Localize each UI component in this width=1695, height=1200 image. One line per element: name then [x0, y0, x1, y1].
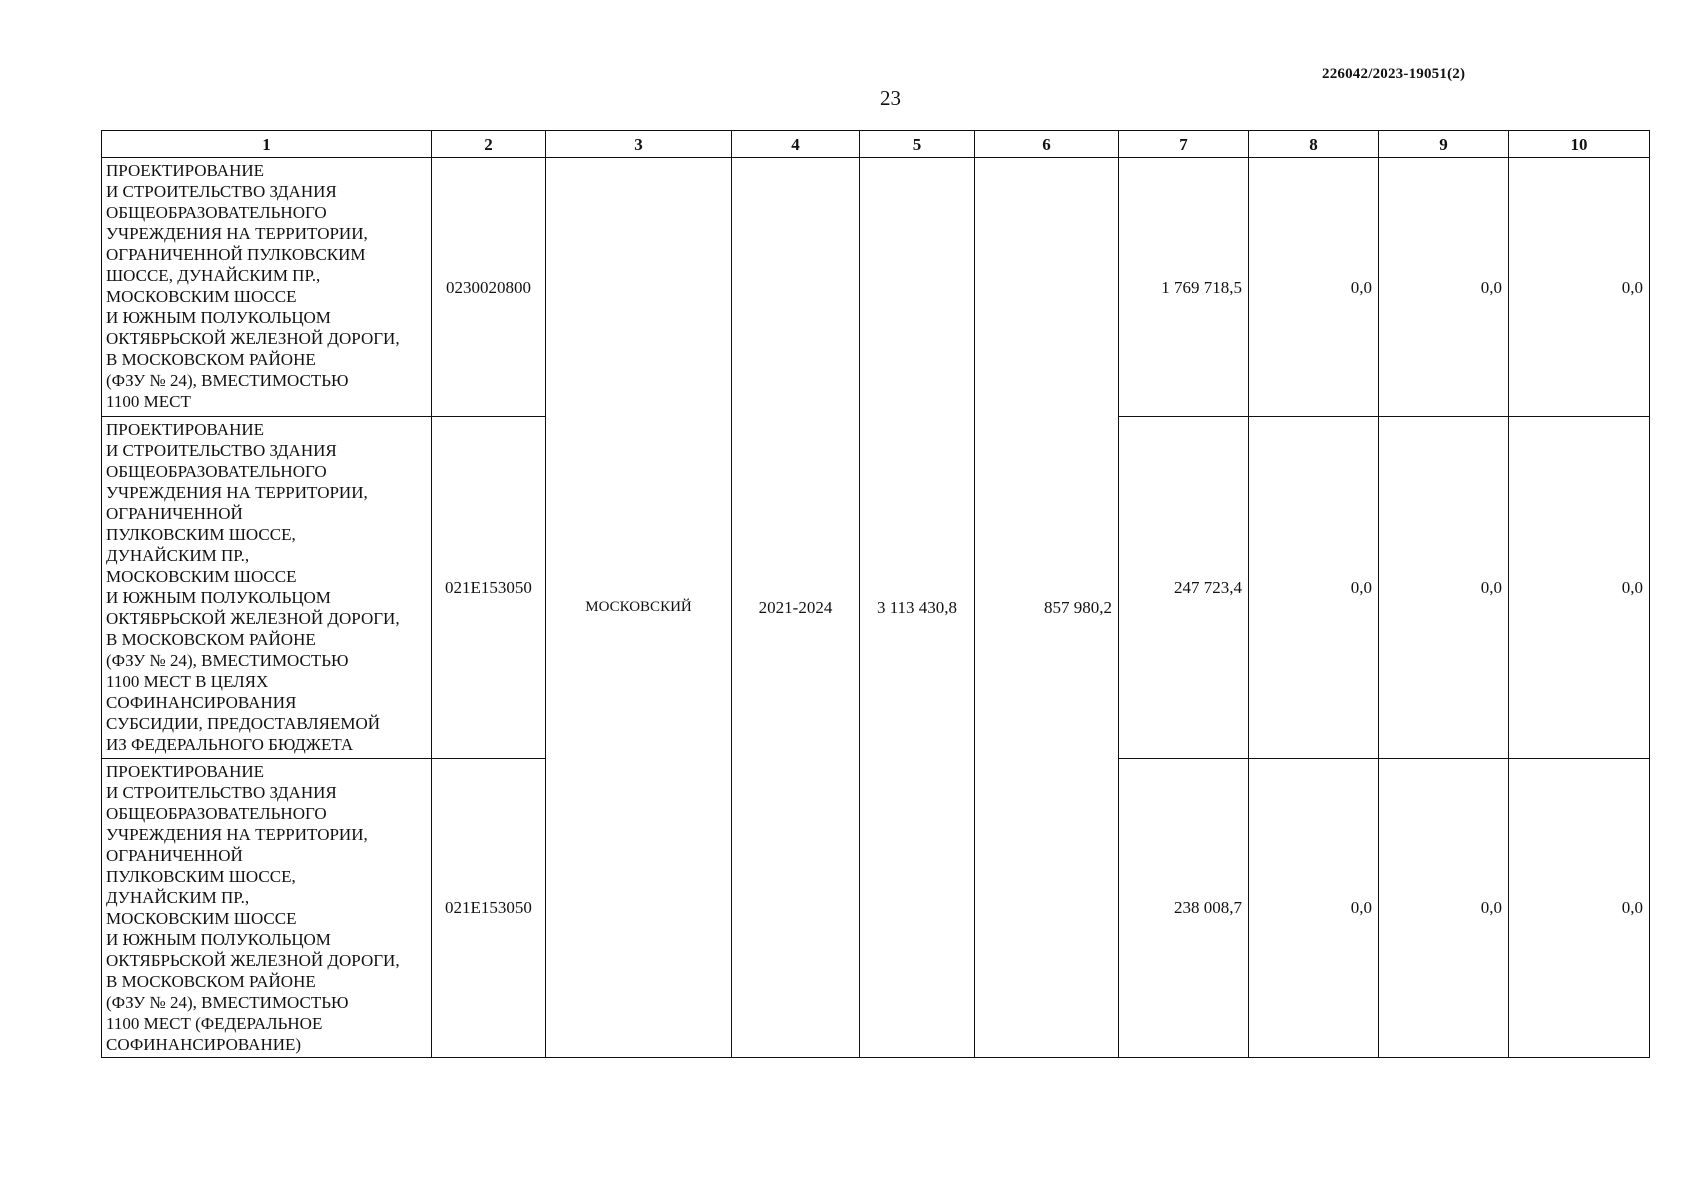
document-id: 226042/2023-19051(2): [1322, 66, 1466, 82]
object-name: ПРОЕКТИРОВАНИЕ И СТРОИТЕЛЬСТВО ЗДАНИЯ ОБЩЕОБРАЗОВАТЕЛЬНОГО УЧРЕЖДЕНИЯ НА ТЕРРИТОРИИ, ОГРАНИЧЕННОЙ ПУЛКОВСКИМ ШОССЕ, ДУНАЙСКИМ ПР., МОСКОВСКИМ ШОССЕ И ЮЖНЫМ ПОЛУКОЛЬЦОМ ОКТЯБРЬСКОЙ ЖЕЛЕЗНОЙ ДОРОГИ, В МОСКОВСКОМ РАЙОНЕ (ФЗУ № 24), ВМЕСТИМОСТЬЮ 1100 МЕСТ В ЦЕЛЯХ СОФИНАНСИРОВАНИЯ СУБСИДИИ, ПРЕДОСТАВЛЯЕМОЙ ИЗ ФЕДЕРАЛЬНОГО БЮДЖЕТА: [106, 420, 400, 755]
column-9-cell: 0,0: [1379, 758, 1509, 1057]
table-header-row: [102, 131, 1650, 158]
object-name-cell: [102, 417, 432, 759]
column-10-cell: 0,0: [1509, 758, 1650, 1057]
column-header-4: 4: [732, 131, 860, 158]
column-10-cell: 0,0: [1509, 417, 1650, 759]
total-cost-cell: 3 113 430,8: [860, 158, 975, 1058]
period-cell: 2021-2024: [732, 158, 860, 1058]
column-header-9: 9: [1379, 131, 1509, 158]
code-cell: 021E153050: [432, 758, 546, 1057]
column-8-cell: 0,0: [1249, 417, 1379, 759]
column-9-cell: 0,0: [1379, 158, 1509, 417]
column-header-6: 6: [975, 131, 1119, 158]
column-7-cell: 1 769 718,5: [1119, 158, 1249, 417]
column-header-5: 5: [860, 131, 975, 158]
object-name: ПРОЕКТИРОВАНИЕ И СТРОИТЕЛЬСТВО ЗДАНИЯ ОБЩЕОБРАЗОВАТЕЛЬНОГО УЧРЕЖДЕНИЯ НА ТЕРРИТОРИИ, ОГРАНИЧЕННОЙ ПУЛКОВСКИМ ШОССЕ, ДУНАЙСКИМ ПР., МОСКОВСКИМ ШОССЕ И ЮЖНЫМ ПОЛУКОЛЬЦОМ ОКТЯБРЬСКОЙ ЖЕЛЕЗНОЙ ДОРОГИ, В МОСКОВСКОМ РАЙОНЕ (ФЗУ № 24), ВМЕСТИМОСТЬЮ 1100 МЕСТ: [106, 161, 400, 411]
budget-table: [101, 130, 1650, 1058]
page-number: 23: [880, 86, 901, 110]
object-name-cell: [102, 158, 432, 417]
column-8-cell: 0,0: [1249, 158, 1379, 417]
column-8-cell: 0,0: [1249, 758, 1379, 1057]
column-6-cell: 857 980,2: [975, 158, 1119, 1058]
table-row: [102, 158, 1650, 417]
object-name-cell: [102, 758, 432, 1057]
district-cell: МОСКОВСКИЙ: [546, 158, 732, 1058]
column-header-8: 8: [1249, 131, 1379, 158]
column-9-cell: 0,0: [1379, 417, 1509, 759]
column-header-1: 1: [102, 131, 432, 158]
column-10-cell: 0,0: [1509, 158, 1650, 417]
column-7-cell: 238 008,7: [1119, 758, 1249, 1057]
code-cell: 021E153050: [432, 417, 546, 759]
column-header-10: 10: [1509, 131, 1650, 158]
column-header-3: 3: [546, 131, 732, 158]
column-header-7: 7: [1119, 131, 1249, 158]
code-cell: 0230020800: [432, 158, 546, 417]
column-header-2: 2: [432, 131, 546, 158]
column-7-cell: 247 723,4: [1119, 417, 1249, 759]
object-name: ПРОЕКТИРОВАНИЕ И СТРОИТЕЛЬСТВО ЗДАНИЯ ОБЩЕОБРАЗОВАТЕЛЬНОГО УЧРЕЖДЕНИЯ НА ТЕРРИТОРИИ, ОГРАНИЧЕННОЙ ПУЛКОВСКИМ ШОССЕ, ДУНАЙСКИМ ПР., МОСКОВСКИМ ШОССЕ И ЮЖНЫМ ПОЛУКОЛЬЦОМ ОКТЯБРЬСКОЙ ЖЕЛЕЗНОЙ ДОРОГИ, В МОСКОВСКОМ РАЙОНЕ (ФЗУ № 24), ВМЕСТИМОСТЬЮ 1100 МЕСТ (ФЕДЕРАЛЬНОЕ СОФИНАНСИРОВАНИЕ): [106, 761, 400, 1054]
